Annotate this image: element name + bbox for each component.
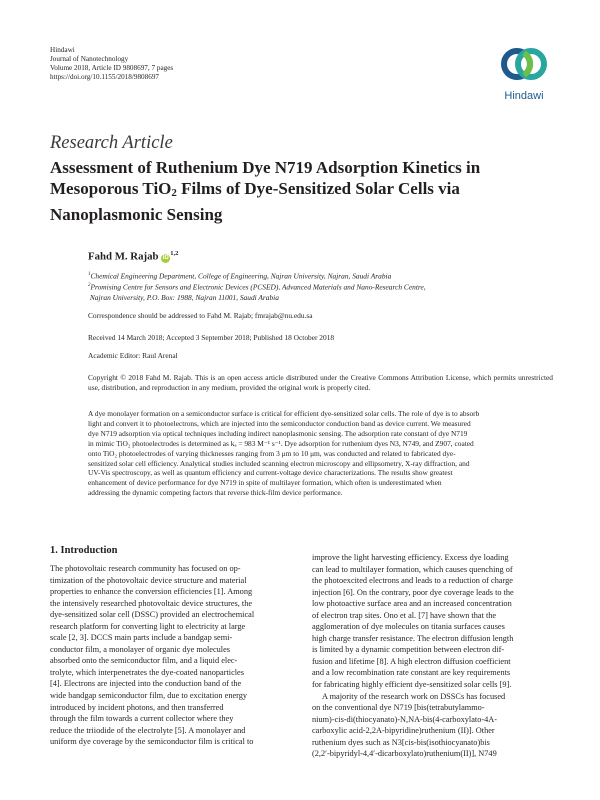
abstract-line: dye N719 adsorption via optical techniques including indirect nanoplasmonic sensing. The adsorption rate constant of dye N719 — [88, 428, 468, 438]
body-line: trolyte, which interpenetrates the dye-coated nanoparticles — [50, 667, 244, 677]
body-line: The photovoltaic research community has focused on op- — [50, 564, 241, 573]
body-line: carboxylic acid-2,2A-bipyridine)ruthenium (II)]. Other — [312, 726, 495, 736]
body-line: high charge transfer resistance. The electron diffusion length — [312, 633, 514, 643]
article-type: Research Article — [50, 133, 173, 153]
body-line: scale [2, 3]. DCCS main parts include a bandgap semi- — [50, 633, 233, 643]
affiliation-item — [88, 270, 528, 281]
title-subscript: 2 — [171, 187, 177, 199]
body-line: properties to enhance the conversion efficiencies [1]. Among — [50, 587, 253, 597]
hindawi-logo — [493, 40, 555, 106]
academic-editor: Academic Editor: Raul Arenal — [88, 351, 178, 360]
body-line: of electron trap sites. Ono et al. [7] have shown that the — [312, 610, 497, 620]
body-line: wide bandgap semiconductor film, due to excitation energy — [50, 691, 248, 701]
title-line: Nanoplasmonic Sensing — [50, 205, 223, 224]
body-column-right — [312, 552, 540, 760]
title-line: Assessment of Ruthenium Dye N719 Adsorption Kinetics in — [50, 158, 481, 177]
affiliation-number: 2 — [88, 283, 91, 289]
body-line: through the film towards a current collector where they — [50, 714, 234, 724]
body-line: agglomeration of dye molecules on titania surfaces causes — [312, 622, 505, 632]
body-line: on the conventional dye N719 [bis(tetrabutylammo- — [312, 703, 485, 713]
body-line: conductor film, a monolayer of organic dye molecules — [50, 644, 231, 654]
body-line: timization of the photovoltaic device structure and material — [50, 575, 247, 585]
body-line: and a low recombination rate constant are key requirements — [312, 668, 511, 678]
body-line: the photoexcited electrons and leads to a reduction of charge — [312, 576, 513, 586]
body-column-left — [50, 563, 278, 748]
abstract-line: light and convert it to photoelectrons, which are injected into the semiconductor conduction band as device current. We measured — [88, 418, 471, 428]
body-line: introduced by incident photons, and then transferred — [50, 702, 224, 712]
body-line: A majority of the research work on DSSCs has focused — [322, 691, 506, 701]
body-line: for fabricating highly efficient dye-sensitized solar cells [9]. — [312, 680, 512, 690]
abstract-line: enhancement of device performance for dye N719 in spite of multilayer formation, which often is underestimated when — [88, 478, 442, 488]
abstract-line: UV-Vis spectroscopy, as well as quantum efficiency and current-voltage device characterizations. The results show greatest — [88, 468, 453, 478]
volume-info: Volume 2018, Article ID 9808697, 7 pages — [50, 63, 174, 72]
affiliation-number: 1 — [88, 272, 91, 277]
title-segment: Mesoporous TiO — [50, 179, 172, 198]
body-line: absorbed onto the semiconductor film, and a liquid elec- — [50, 656, 238, 666]
hindawi-logo-icon — [493, 40, 555, 90]
affiliation-item — [88, 293, 528, 303]
body-line: dye-sensitized solar cell (DSSC) provided an electrochemical — [50, 610, 255, 620]
author-line — [88, 250, 178, 263]
body-line: fusion and lifetime [8]. A high electron diffusion coefficient — [312, 656, 511, 666]
affiliations — [88, 270, 528, 302]
author-affiliation-marks: 1,2 — [170, 250, 179, 257]
article-title — [50, 157, 530, 225]
body-line: ruthenium dyes such as N3[cis-bis(isothiocyanato)bis — [312, 737, 490, 747]
body-line: improve the light harvesting efficiency. Excess dye loading — [312, 553, 509, 562]
abstract-line: onto TiO₂ photoelectrodes of varying thicknesses ranging from 3 μm to 10 μm, was conducted and related to fabricated dye- — [88, 448, 456, 458]
body-line: [4]. Electrons are injected into the conduction band of the — [50, 679, 242, 689]
correspondence: Correspondence should be addressed to Fahd M. Rajab; fmrajab@nu.edu.sa — [88, 311, 313, 320]
body-line: nium)-cis-di(thiocyanato)-N,NA-bis(4-carboxylato-4A- — [312, 714, 498, 724]
section-heading: 1. Introduction — [50, 545, 118, 556]
abstract-line: in mimic TiO₂ photoelectrodes is determined as kₐ = 983 M⁻¹ s⁻¹. Dye adsorption for ruthenium dyes N3, N749, and Z907, coated — [88, 438, 474, 448]
affiliation-item — [88, 281, 528, 292]
orcid-icon[interactable]: iD — [162, 254, 169, 261]
abstract-line: addressing the dynamic competing factors that reverse thick-film device performance. — [88, 488, 343, 498]
publisher-name: Hindawi — [50, 46, 75, 54]
abstract — [88, 409, 553, 498]
body-line: research platform for converting light to electricity at large — [50, 621, 246, 631]
journal-meta — [50, 46, 173, 82]
journal-name: Journal of Nanotechnology — [50, 54, 129, 63]
doi-link[interactable]: https://doi.org/10.1155/2018/9808697 — [50, 72, 160, 81]
body-line: injection [6]. On the contrary, poor dye coverage leads to the — [312, 587, 514, 597]
body-line: the intensively researched photovoltaic device structures, the — [50, 598, 253, 608]
affiliation-text: Najran University, P.O. Box: 1988, Najran 11001, Saudi Arabia — [89, 292, 279, 302]
body-line: can lead to multilayer formation, which causes quenching of — [312, 564, 513, 574]
copyright-notice: Copyright © 2018 Fahd M. Rajab. This is an open access article distributed under the Creative Commons Attribution License, which permits unrestricted use, distribution, and reproduction in any medium, provided the original work is properly cited. — [88, 373, 553, 392]
article-dates: Received 14 March 2018; Accepted 3 September 2018; Published 18 October 2018 — [88, 333, 335, 342]
title-segment: Films of Dye-Sensitized Solar Cells via — [176, 179, 460, 198]
body-line: reduce the triiodide of the electrolyte [5]. A monolayer and — [50, 725, 246, 735]
abstract-line: A dye monolayer formation on a semiconductor surface is critical for efficient dye-sensitized solar cells. The role of dye is to absorb — [88, 409, 480, 418]
logo-wordmark: Hindawi — [504, 90, 544, 102]
body-line: low photoactive surface area and an increased concentration — [312, 599, 512, 609]
body-line: is limited by a dynamic competition between electron dif- — [312, 645, 505, 655]
author-name: Fahd M. Rajab — [88, 250, 159, 263]
body-line: (2,2′-bipyridyl-4,4′-dicarboxylato)ruthenium(II)], N749 — [312, 749, 497, 759]
body-line: uniform dye coverage by the semiconductor film is critical to — [50, 737, 254, 747]
title-line — [50, 178, 530, 204]
affiliation-text: Chemical Engineering Department, College of Engineering, Najran University, Najran, Saudi Arabia — [90, 271, 392, 281]
affiliation-text: Promising Centre for Sensors and Electronic Devices (PCSED), Advanced Materials and Nano-Research Centre, — [90, 282, 426, 292]
abstract-line: sensitized solar cell efficiency. Analytical studies included scanning electron microscopy and ellipsometry, X-ray diffraction, and — [88, 458, 470, 468]
